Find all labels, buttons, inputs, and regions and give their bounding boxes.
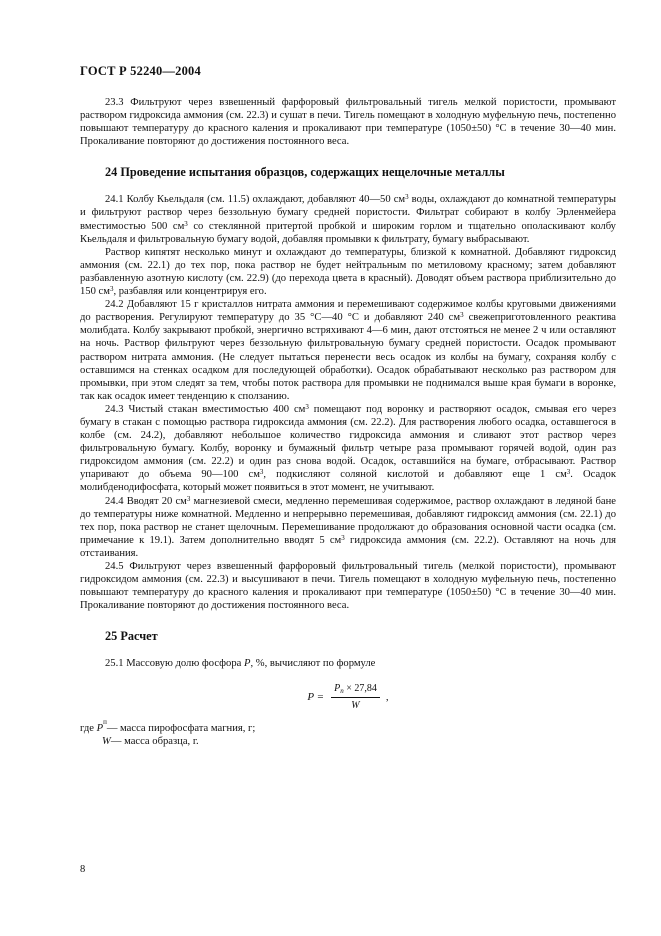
where-intro: где — [80, 722, 94, 734]
definition-symbol: W — [102, 735, 111, 747]
paragraph-24-3 — [80, 403, 616, 495]
text-run: 24.4 Вводят 20 см — [105, 495, 187, 507]
section-25-heading: 25 Расчет — [105, 629, 158, 644]
text-run: помещают под воронку и растворяют осадок, смывая его через бумагу в стакан с помощью раствора гидроксида аммония (см. 22.2). Для растворения любого осадка, оставшегося в колбе (см. 24.2), добавляют небольшое количество гидроксида аммония и сливают этот раствор через фильтровальную бумагу. Колбу, воронку и бумажный фильтр четыре раза промывают горячей водой, один раз гидроксидом аммония (см. 22.2) и один раз снова водой. Осадок, оставшийся на бумаге, отбрасывают. Раствор упаривают до объема 90—100 см — [80, 403, 616, 481]
text-run: со стеклянной притертой пробкой и широким горлом и тщательно ополаскивают колбу Кьельдаля и фильтровальную бумагу водой, добавляя промывки к фильтрату, бумагу выбрасывают. — [80, 220, 616, 245]
definition-row — [80, 717, 616, 735]
paragraph-24-1 — [80, 193, 616, 245]
formula-comma: , — [385, 690, 389, 703]
text-run: , подкисляют соляной кислотой и добавляют еще 1 см — [263, 469, 567, 481]
numerator-symbol: P — [334, 683, 341, 695]
text-run: воды, охлаждают до комнатной температуры и фильтруют раствор через беззольную бумагу средней пористости. Фильтрат собирают в колбу Эрленмейера вместимостью 500 см — [80, 194, 616, 232]
symbol-p: P — [243, 658, 251, 670]
formula — [80, 682, 616, 711]
paragraph-24-2 — [80, 298, 616, 403]
text-run: 24.3 Чистый стакан вместимостью 400 см — [105, 403, 306, 415]
paragraph-24-1-continued — [80, 246, 616, 298]
text-run: , %, вычисляют по формуле — [250, 658, 376, 670]
definition-text: — масса образца, г. — [110, 735, 199, 747]
formula-fraction — [331, 682, 380, 711]
text-run: 24.2 Добавляют 15 г кристаллов нитрата аммония и перемешивают содержимое колбы круговыми движениями до растворения. Регулируют температуру до 35 °С—40 °С и добавляют 240 см — [80, 299, 616, 324]
definition-symbol: P — [96, 722, 104, 734]
text-run: свежеприготовленного реактива молибдата. Колбу закрывают пробкой, энергично встряхивают 4—6 мин, дают отстояться не менее 2 ч или оставляют на ночь. Раствор фильтруют через беззольную фильтровальную бумагу средней пористости. Осадок промывают раствором нитрата аммония. (Не следует пытаться перенести весь осадок из колбы на бумагу, сохраняя колбу с оставшимся на стенках осадком для последующей обработки). Осадок обрабатывают несколько раз раствором для промывки, при этом следят за тем, чтобы поток раствора для промывки не поднимался выше края бумаги в воронке, так как осадок имеет тенденцию к сползанию. — [80, 312, 617, 402]
superscript: 3 — [566, 468, 571, 477]
numerator-rest: × 27,84 — [343, 683, 377, 695]
text-run: 25.1 Массовую долю фосфора — [105, 658, 244, 670]
definition-row — [80, 735, 616, 748]
paragraph-23-3: 23.3 Фильтруют через взвешенный фарфоровый фильтровальный тигель мелкой пористости, промывают раствором гидроксида аммония (см. 22.3) и сушат в печи. Тигель помещают в холодную муфельную печь, постепенно повышают температуру до красного каления и прокаливают при температуре (1050±50) °С в течение 30—40 мин. Прокаливание повторяют до достижения постоянного веса. — [80, 97, 616, 148]
page-number: 8 — [80, 864, 86, 875]
superscript: 3 — [405, 193, 409, 202]
formula-denominator: W — [351, 699, 360, 711]
text-run: гидроксида аммония (см. 22.2). Оставляют на ночь для отстаивания. — [80, 534, 616, 559]
formula-lhs: P = — [307, 690, 325, 703]
superscript: 3 — [460, 311, 464, 320]
paragraph-24-4 — [80, 495, 616, 560]
superscript: 3 — [184, 219, 188, 228]
paragraph-24-5: 24.5 Фильтруют через взвешенный фарфоровый фильтровальный тигель (мелкой пористости), промывают гидроксидом аммония (см. 22.3) и высушивают в печи. Тигель помещают в холодную муфельную печь, постепенно повышают температуру до красного каления и прокаливают при температуре (1050±50) °С в течение 30—40 мин. Прокаливание повторяют до достижения постоянного веса. — [80, 561, 616, 612]
definition-subscript: п — [103, 717, 107, 726]
text-run: магнезиевой смеси, медленно перемешивая содержимое, раствор охлаждают в ледяной бане до температуры ниже комнатной. Медленно и непрерывно перемешивая, добавляют гидроксид аммония (см. 22.1) до тех пор, пока раствор не станет щелочным. Перемешивание продолжают до образования основной части осадка (см. примечание к 19.1). Затем дополнительно вводят 5 см — [80, 495, 616, 546]
text-run: Раствор кипятят несколько минут и охлаждают до температуры, близкой к комнатной. Добавляют гидроксид аммония (см. 22.1) до тех пор, пока раствор не будет нейтральным по метиловому красному; затем добавляют разбавленную азотную кислоту (см. 22.9) (до перехода цвета в красный). Доводят объем раствора приблизительно до 150 см — [80, 246, 616, 298]
definition-text: — масса пирофосфата магния, г; — [106, 722, 256, 734]
numerator-subscript: п — [340, 687, 344, 696]
document-body — [80, 96, 616, 748]
superscript: 3 — [341, 533, 345, 542]
text-run: , разбавляя или концентрируя его. — [113, 286, 267, 298]
section-24-heading: 24 Проведение испытания образцов, содержащих нещелочные металлы — [105, 165, 505, 180]
variable-definitions — [80, 717, 616, 748]
superscript: 3 — [305, 402, 309, 411]
superscript: 3 — [109, 285, 114, 294]
superscript: 3 — [259, 468, 264, 477]
text-run: . Осадок молибденодифосфата, который может появиться в этот момент, не учитывают. — [80, 469, 616, 494]
superscript: 3 — [186, 494, 191, 503]
formula-numerator — [331, 682, 380, 697]
document-header: ГОСТ Р 52240—2004 — [80, 64, 201, 78]
paragraph-25-1 — [80, 657, 616, 670]
text-run: 24.1 Колбу Кьельдаля (см. 11.5) охлаждают, добавляют 40—50 см — [105, 194, 406, 206]
